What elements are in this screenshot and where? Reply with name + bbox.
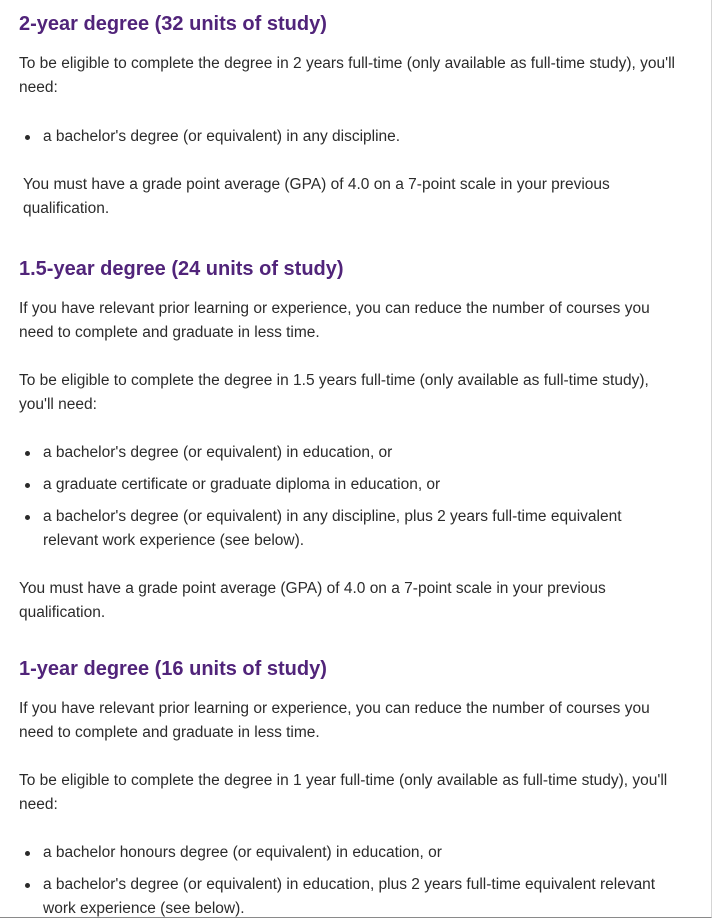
gpa-requirement: You must have a grade point average (GPA) of 4.0 on a 7-point scale in your previous qualification. <box>23 176 610 217</box>
list-item: a bachelor honours degree (or equivalent) in education, or <box>19 841 679 865</box>
section-heading: 2-year degree (32 units of study) <box>19 13 327 35</box>
eligibility-intro: To be eligible to complete the degree in 1.5 years full-time (only available as full-time study), you'll need: <box>19 372 649 413</box>
section-1-year-degree <box>19 657 679 921</box>
list-item: a graduate certificate or graduate diploma in education, or <box>19 473 679 497</box>
list-item: a bachelor's degree (or equivalent) in any discipline, plus 2 years full-time equivalent relevant work experience (see below). <box>19 505 679 553</box>
list-item: a bachelor's degree (or equivalent) in education, or <box>19 441 679 465</box>
prior-learning-text: If you have relevant prior learning or experience, you can reduce the number of courses you need to complete and graduate in less time. <box>19 700 650 741</box>
list-item: a bachelor's degree (or equivalent) in any discipline. <box>19 125 679 149</box>
section-1-5-year-degree <box>19 257 679 625</box>
content-column <box>19 0 679 921</box>
requirements-list <box>19 841 679 921</box>
section-2-year-degree <box>19 12 679 221</box>
eligibility-intro: To be eligible to complete the degree in 2 years full-time (only available as full-time study), you'll need: <box>19 55 676 96</box>
requirements-list <box>19 125 679 149</box>
eligibility-intro: To be eligible to complete the degree in 1 year full-time (only available as full-time study), you'll need: <box>19 772 668 813</box>
section-heading: 1.5-year degree (24 units of study) <box>19 258 344 280</box>
gpa-requirement: You must have a grade point average (GPA) of 4.0 on a 7-point scale in your previous qualification. <box>19 580 606 621</box>
requirements-list <box>19 441 679 553</box>
list-item: a bachelor's degree (or equivalent) in education, plus 2 years full-time equivalent relevant work experience (see below). <box>19 873 679 921</box>
section-heading: 1-year degree (16 units of study) <box>19 658 327 680</box>
prior-learning-text: If you have relevant prior learning or experience, you can reduce the number of courses you need to complete and graduate in less time. <box>19 300 650 341</box>
